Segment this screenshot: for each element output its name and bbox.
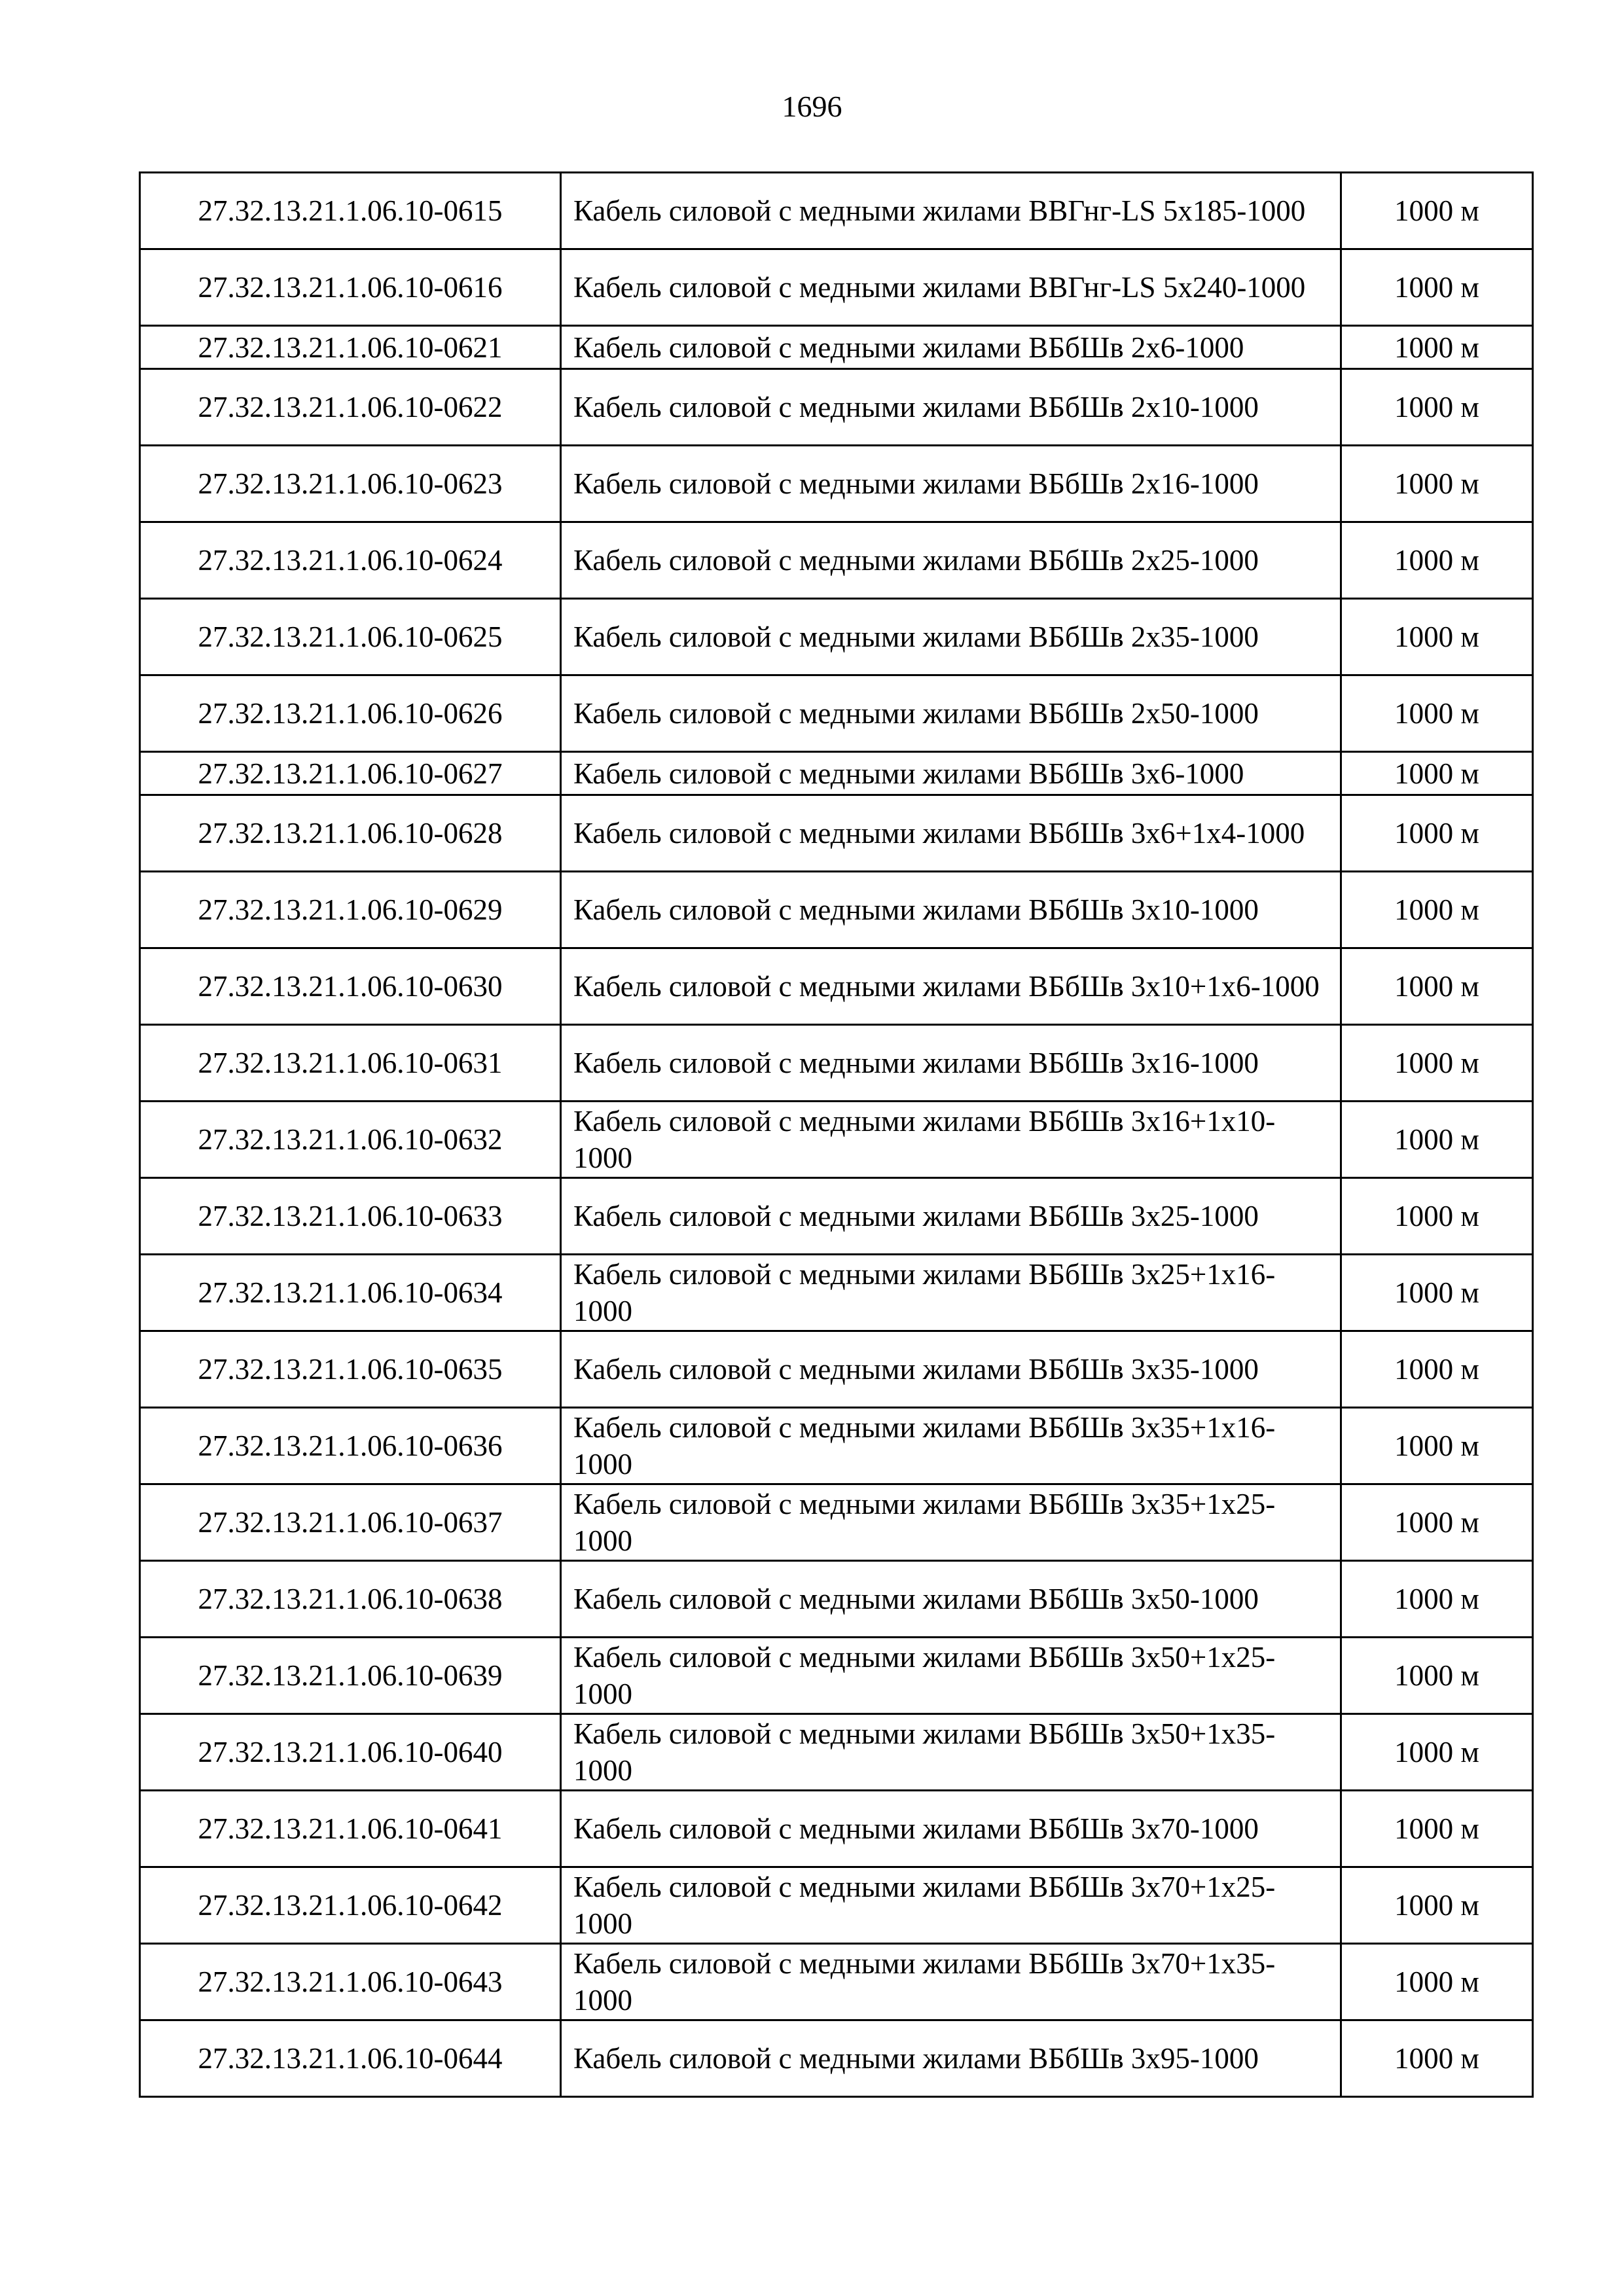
unit-cell: 1000 м xyxy=(1341,1255,1533,1331)
table-row xyxy=(140,752,1533,795)
unit-cell: 1000 м xyxy=(1341,326,1533,369)
code-cell: 27.32.13.21.1.06.10-0644 xyxy=(140,2020,561,2097)
name-cell: Кабель силовой с медными жилами ВБбШв 2х16-1000 xyxy=(561,446,1341,522)
table-row xyxy=(140,326,1533,369)
code-cell: 27.32.13.21.1.06.10-0629 xyxy=(140,872,561,948)
name-cell: Кабель силовой с медными жилами ВБбШв 3х6+1х4-1000 xyxy=(561,795,1341,872)
table-row xyxy=(140,1255,1533,1331)
name-cell: Кабель силовой с медными жилами ВБбШв 3х50+1х25-1000 xyxy=(561,1638,1341,1714)
unit-cell: 1000 м xyxy=(1341,249,1533,326)
unit-cell: 1000 м xyxy=(1341,948,1533,1025)
table-row xyxy=(140,872,1533,948)
unit-cell: 1000 м xyxy=(1341,1178,1533,1255)
code-cell: 27.32.13.21.1.06.10-0630 xyxy=(140,948,561,1025)
name-cell: Кабель силовой с медными жилами ВВГнг-LS 5х240-1000 xyxy=(561,249,1341,326)
name-cell: Кабель силовой с медными жилами ВБбШв 3х95-1000 xyxy=(561,2020,1341,2097)
table-row xyxy=(140,1944,1533,2020)
code-cell: 27.32.13.21.1.06.10-0624 xyxy=(140,522,561,599)
code-cell: 27.32.13.21.1.06.10-0632 xyxy=(140,1102,561,1178)
code-cell: 27.32.13.21.1.06.10-0634 xyxy=(140,1255,561,1331)
name-cell: Кабель силовой с медными жилами ВБбШв 3х16-1000 xyxy=(561,1025,1341,1102)
table-row xyxy=(140,2020,1533,2097)
table-row xyxy=(140,249,1533,326)
name-cell: Кабель силовой с медными жилами ВБбШв 2х6-1000 xyxy=(561,326,1341,369)
code-cell: 27.32.13.21.1.06.10-0636 xyxy=(140,1408,561,1484)
code-cell: 27.32.13.21.1.06.10-0641 xyxy=(140,1791,561,1867)
unit-cell: 1000 м xyxy=(1341,2020,1533,2097)
code-cell: 27.32.13.21.1.06.10-0631 xyxy=(140,1025,561,1102)
table-row xyxy=(140,446,1533,522)
name-cell: Кабель силовой с медными жилами ВБбШв 3х35+1х16-1000 xyxy=(561,1408,1341,1484)
code-cell: 27.32.13.21.1.06.10-0635 xyxy=(140,1331,561,1408)
unit-cell: 1000 м xyxy=(1341,1025,1533,1102)
code-cell: 27.32.13.21.1.06.10-0637 xyxy=(140,1484,561,1561)
unit-cell: 1000 м xyxy=(1341,675,1533,752)
unit-cell: 1000 м xyxy=(1341,795,1533,872)
table-row xyxy=(140,1178,1533,1255)
table-row xyxy=(140,1791,1533,1867)
code-cell: 27.32.13.21.1.06.10-0621 xyxy=(140,326,561,369)
unit-cell: 1000 м xyxy=(1341,599,1533,675)
table-row xyxy=(140,1025,1533,1102)
table-row xyxy=(140,369,1533,446)
code-cell: 27.32.13.21.1.06.10-0639 xyxy=(140,1638,561,1714)
code-cell: 27.32.13.21.1.06.10-0633 xyxy=(140,1178,561,1255)
name-cell: Кабель силовой с медными жилами ВБбШв 3х70+1х25-1000 xyxy=(561,1867,1341,1944)
page-number: 1696 xyxy=(782,90,842,123)
name-cell: Кабель силовой с медными жилами ВБбШв 3х70-1000 xyxy=(561,1791,1341,1867)
unit-cell: 1000 м xyxy=(1341,752,1533,795)
unit-cell: 1000 м xyxy=(1341,1867,1533,1944)
table-body xyxy=(140,173,1533,2097)
name-cell: Кабель силовой с медными жилами ВБбШв 3х35-1000 xyxy=(561,1331,1341,1408)
name-cell: Кабель силовой с медными жилами ВБбШв 3х10+1х6-1000 xyxy=(561,948,1341,1025)
code-cell: 27.32.13.21.1.06.10-0627 xyxy=(140,752,561,795)
code-cell: 27.32.13.21.1.06.10-0640 xyxy=(140,1714,561,1791)
unit-cell: 1000 м xyxy=(1341,446,1533,522)
unit-cell: 1000 м xyxy=(1341,1944,1533,2020)
table-row xyxy=(140,599,1533,675)
code-cell: 27.32.13.21.1.06.10-0642 xyxy=(140,1867,561,1944)
name-cell: Кабель силовой с медными жилами ВБбШв 3х25+1х16-1000 xyxy=(561,1255,1341,1331)
table-row xyxy=(140,1714,1533,1791)
unit-cell: 1000 м xyxy=(1341,1408,1533,1484)
name-cell: Кабель силовой с медными жилами ВВГнг-LS 5х185-1000 xyxy=(561,173,1341,249)
cable-table xyxy=(139,171,1534,2098)
name-cell: Кабель силовой с медными жилами ВБбШв 3х70+1х35-1000 xyxy=(561,1944,1341,2020)
unit-cell: 1000 м xyxy=(1341,1638,1533,1714)
unit-cell: 1000 м xyxy=(1341,369,1533,446)
unit-cell: 1000 м xyxy=(1341,1714,1533,1791)
table-row xyxy=(140,522,1533,599)
code-cell: 27.32.13.21.1.06.10-0622 xyxy=(140,369,561,446)
code-cell: 27.32.13.21.1.06.10-0628 xyxy=(140,795,561,872)
name-cell: Кабель силовой с медными жилами ВБбШв 3х10-1000 xyxy=(561,872,1341,948)
unit-cell: 1000 м xyxy=(1341,872,1533,948)
name-cell: Кабель силовой с медными жилами ВБбШв 3х25-1000 xyxy=(561,1178,1341,1255)
code-cell: 27.32.13.21.1.06.10-0623 xyxy=(140,446,561,522)
code-cell: 27.32.13.21.1.06.10-0625 xyxy=(140,599,561,675)
name-cell: Кабель силовой с медными жилами ВБбШв 2х50-1000 xyxy=(561,675,1341,752)
table-row xyxy=(140,948,1533,1025)
name-cell: Кабель силовой с медными жилами ВБбШв 3х50-1000 xyxy=(561,1561,1341,1638)
unit-cell: 1000 м xyxy=(1341,1331,1533,1408)
table-row xyxy=(140,1561,1533,1638)
code-cell: 27.32.13.21.1.06.10-0643 xyxy=(140,1944,561,2020)
unit-cell: 1000 м xyxy=(1341,522,1533,599)
name-cell: Кабель силовой с медными жилами ВБбШв 3х50+1х35-1000 xyxy=(561,1714,1341,1791)
code-cell: 27.32.13.21.1.06.10-0615 xyxy=(140,173,561,249)
code-cell: 27.32.13.21.1.06.10-0638 xyxy=(140,1561,561,1638)
name-cell: Кабель силовой с медными жилами ВБбШв 3х35+1х25-1000 xyxy=(561,1484,1341,1561)
code-cell: 27.32.13.21.1.06.10-0626 xyxy=(140,675,561,752)
unit-cell: 1000 м xyxy=(1341,1484,1533,1561)
table-row xyxy=(140,1484,1533,1561)
table-row xyxy=(140,173,1533,249)
table-row xyxy=(140,1408,1533,1484)
name-cell: Кабель силовой с медными жилами ВБбШв 2х35-1000 xyxy=(561,599,1341,675)
table-row xyxy=(140,1102,1533,1178)
table-row xyxy=(140,675,1533,752)
table-row xyxy=(140,1331,1533,1408)
name-cell: Кабель силовой с медными жилами ВБбШв 3х16+1х10-1000 xyxy=(561,1102,1341,1178)
unit-cell: 1000 м xyxy=(1341,1102,1533,1178)
unit-cell: 1000 м xyxy=(1341,1561,1533,1638)
unit-cell: 1000 м xyxy=(1341,173,1533,249)
name-cell: Кабель силовой с медными жилами ВБбШв 3х6-1000 xyxy=(561,752,1341,795)
name-cell: Кабель силовой с медными жилами ВБбШв 2х25-1000 xyxy=(561,522,1341,599)
table-row xyxy=(140,1638,1533,1714)
name-cell: Кабель силовой с медными жилами ВБбШв 2х10-1000 xyxy=(561,369,1341,446)
table-row xyxy=(140,1867,1533,1944)
table-row xyxy=(140,795,1533,872)
unit-cell: 1000 м xyxy=(1341,1791,1533,1867)
code-cell: 27.32.13.21.1.06.10-0616 xyxy=(140,249,561,326)
